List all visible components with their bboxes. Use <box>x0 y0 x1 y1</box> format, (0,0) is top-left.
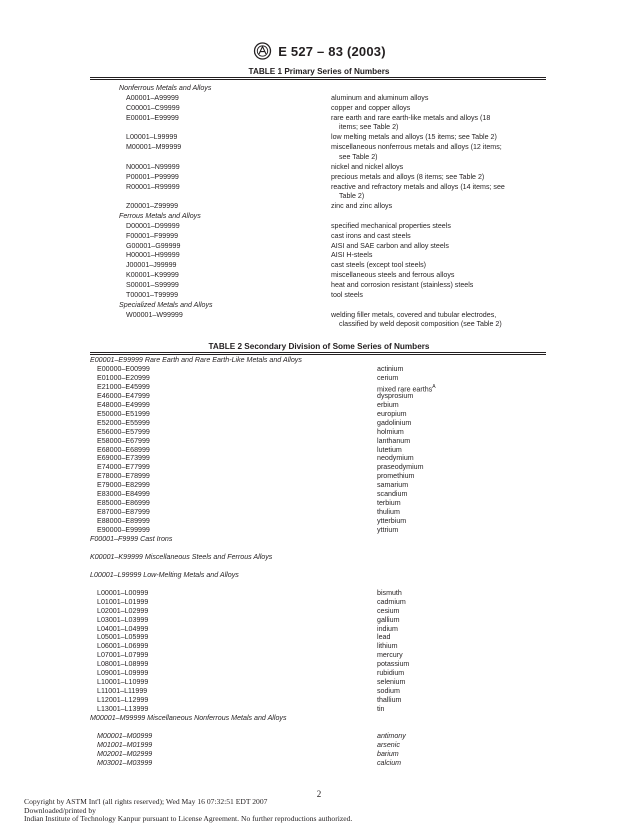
table-row-range: E90000–E99999 <box>97 526 150 535</box>
table-row-range: L05001–L05999 <box>97 633 149 642</box>
table-row-description: miscellaneous nonferrous metals and alloys (12 items; <box>331 143 502 152</box>
table2-caption: TABLE 2 Secondary Division of Some Series of Numbers <box>208 342 430 351</box>
table-row-description: cesium <box>377 606 400 615</box>
table-row-range: L08001–L08999 <box>97 660 149 669</box>
table-row-range: M01001–M01999 <box>97 740 153 749</box>
table-row-range: E00001–E99999 <box>126 113 179 122</box>
table-row-range: E48000–E49999 <box>97 400 150 409</box>
table-row-description: cadmium <box>377 597 406 606</box>
table-row-range: M00001–M99999 <box>126 143 182 152</box>
table-row-range: E87000–E87999 <box>97 508 150 517</box>
table-row-description: copper and copper alloys <box>331 103 411 112</box>
table-row-description: tool steels <box>331 290 363 299</box>
document-designation: E 527 – 83 (2003) <box>278 43 386 59</box>
table-row-range: E00000–E00999 <box>97 364 150 373</box>
table-row-description: scandium <box>377 490 408 499</box>
table-row-description: precious metals and alloys (8 items; see Table 2) <box>331 172 485 181</box>
table-row-description: Table 2) <box>339 192 365 201</box>
table-section-heading: K00001–K99999 Miscellaneous Steels and Ferrous Alloys <box>90 552 273 561</box>
table-row-range: S00001–S99999 <box>126 281 179 289</box>
table-row-range: E56000–E57999 <box>97 427 150 436</box>
table-row-description: cast irons and cast steels <box>331 231 411 240</box>
table-row-description: lanthanum <box>377 436 411 445</box>
table-row-range: L12001–L12999 <box>97 696 149 705</box>
table-row-range: E85000–E86999 <box>97 499 150 508</box>
table-row-range: L00001–L00999 <box>97 588 149 597</box>
table-row-range: W00001–W99999 <box>126 310 183 319</box>
table-row-range: C00001–C99999 <box>126 103 180 112</box>
table-row-description: cast steels (except tool steels) <box>331 261 427 270</box>
table-section-heading: F00001–F9999 Cast Irons <box>90 535 173 543</box>
table-row-description: calcium <box>377 758 402 767</box>
table-row-range: L11001–L11999 <box>97 687 148 696</box>
table-row-range: D00001–D99999 <box>126 221 180 230</box>
table-row-description: nickel and nickel alloys <box>331 162 404 171</box>
table-section-heading: M00001–M99999 Miscellaneous Nonferrous Metals and Alloys <box>90 714 287 722</box>
table-row-range: M03001–M03999 <box>97 758 153 767</box>
table-row-range: J00001–J99999 <box>126 261 177 270</box>
table-row-description: reactive and refractory metals and alloys (14 items; see <box>331 182 505 191</box>
table-row-range: F00001–F99999 <box>126 231 179 240</box>
table-row-description: arsenic <box>377 740 400 749</box>
footer-downloaded: Downloaded/printed by <box>24 805 96 815</box>
table-row-description: specified mechanical properties steels <box>331 221 451 230</box>
table-row-description: actinium <box>377 364 404 373</box>
table-row-description: samarium <box>377 481 409 490</box>
table-row-range: L06001–L06999 <box>97 642 149 651</box>
table-row-range: K00001–K99999 <box>126 271 179 280</box>
table-row-description: lutetium <box>377 445 402 454</box>
table2-top-rule-double <box>90 354 546 355</box>
table-row-description: low melting metals and alloys (15 items; see Table 2) <box>331 133 497 142</box>
table-row-range: L07001–L07999 <box>97 651 149 660</box>
table-row-description: AISI and SAE carbon and alloy steels <box>331 241 449 250</box>
table-row-description: zinc and zinc alloys <box>331 202 393 211</box>
table-row-range: E68000–E68999 <box>97 445 150 454</box>
table-row-description: praseodymium <box>377 463 424 472</box>
table-row-description: see Table 2) <box>339 152 378 161</box>
table-row-description: thallium <box>377 696 402 705</box>
table-row-description: cerium <box>377 373 399 382</box>
table-row-description: neodymium <box>377 454 414 463</box>
page-header <box>0 40 638 62</box>
table-row-description: holmium <box>377 427 404 436</box>
table-row-description: rare earth and rare earth-like metals and alloys (18 <box>331 113 491 122</box>
table1-top-rule-double <box>90 79 546 80</box>
table-row-range: E52000–E55999 <box>97 418 150 427</box>
table-row-range: A00001–A99999 <box>126 93 179 102</box>
table-row-range: E50000–E51999 <box>97 409 150 418</box>
table-row-description: antimony <box>377 731 406 740</box>
table-row-range: L03001–L03999 <box>97 615 149 624</box>
footnote-marker: A <box>432 383 436 390</box>
table-row-description: lithium <box>377 642 398 651</box>
table-row-range: E21000–E45999 <box>97 382 150 391</box>
table-row-description: items; see Table 2) <box>339 123 399 132</box>
table-row-description: heat and corrosion resistant (stainless) steels <box>331 281 474 289</box>
table-row-description: welding filler metals, covered and tubular electrodes, <box>331 310 497 319</box>
footer-copyright: Copyright by ASTM Int'l (all rights reserved); Wed May 16 07:32:51 EDT 2007 <box>24 797 268 806</box>
table-row-description: gallium <box>377 615 400 624</box>
page-number: 2 <box>316 789 322 799</box>
table-row-range: N00001–N99999 <box>126 162 180 171</box>
table-row-range: E46000–E47999 <box>97 391 150 400</box>
table-row-range: T00001–T99999 <box>126 290 179 299</box>
table-row-description: gadolinium <box>377 418 412 427</box>
table-row-range: L13001–L13999 <box>97 705 149 714</box>
table-row-description: europium <box>377 409 407 418</box>
table-row-range: L09001–L09999 <box>97 669 149 678</box>
table-row-range: L04001–L04999 <box>97 624 149 633</box>
astm-logo-icon <box>252 42 273 60</box>
table-row-range: M00001–M00999 <box>97 731 153 740</box>
table-row-description: AISI H-steels <box>331 251 373 260</box>
table-row-range: R00001–R99999 <box>126 182 180 191</box>
table-row-range: E01000–E20999 <box>97 373 150 382</box>
table-row-range: E69000–E73999 <box>97 454 150 463</box>
table-row-description: yttrium <box>377 526 399 535</box>
table-row-range: P00001–P99999 <box>126 172 179 181</box>
table-row-description: sodium <box>377 687 400 696</box>
table-row-description: classified by weld deposit composition (see Table 2) <box>339 320 502 329</box>
table-row-description: thulium <box>377 508 400 517</box>
table-row-range: L01001–L01999 <box>97 597 149 606</box>
table-row-description: tin <box>377 705 385 714</box>
table-row-range: E78000–E78999 <box>97 472 150 481</box>
table-row-description: dysprosium <box>377 391 414 400</box>
table-row-range: H00001–H99999 <box>126 251 180 260</box>
table-row-description: promethium <box>377 472 415 481</box>
table-row-description: ytterbium <box>377 517 407 526</box>
table-row-description: indium <box>377 624 398 633</box>
table-row-description: potassium <box>377 660 410 669</box>
table-row-description: barium <box>377 749 399 758</box>
table-row-range: E74000–E77999 <box>97 463 150 472</box>
table-section-heading: Specialized Metals and Alloys <box>119 300 213 309</box>
table-section-heading: Nonferrous Metals and Alloys <box>119 84 212 92</box>
table-section-heading: E00001–E99999 Rare Earth and Rare Earth-Like Metals and Alloys <box>90 356 302 364</box>
table-row-range: E58000–E67999 <box>97 436 150 445</box>
table-row-description: erbium <box>377 400 399 409</box>
table-section-heading: L00001–L99999 Low-Melting Metals and Alloys <box>90 570 239 579</box>
table-row-range: M02001–M02999 <box>97 749 153 758</box>
table-row-description: selenium <box>377 678 406 687</box>
footer-license: Indian Institute of Technology Kanpur pursuant to License Agreement. No further reproductions authorized. <box>24 814 353 823</box>
table-row-range: G00001–G99999 <box>126 241 181 250</box>
table-row-description: lead <box>377 633 391 642</box>
table-row-description: aluminum and aluminum alloys <box>331 93 429 102</box>
table-row-description: bismuth <box>377 588 402 597</box>
table-row-range: L02001–L02999 <box>97 606 149 615</box>
table-row-range: Z00001–Z99999 <box>126 202 179 211</box>
table-row-description: terbium <box>377 499 401 508</box>
table-row-range: L10001–L10999 <box>97 678 149 687</box>
table-row-description: mercury <box>377 651 403 660</box>
table-row-description: rubidium <box>377 669 405 678</box>
table-row-description: miscellaneous steels and ferrous alloys <box>331 271 455 280</box>
table-row-range: L00001–L99999 <box>126 133 178 142</box>
table-row-range: E88000–E89999 <box>97 517 150 526</box>
table-row-range: E79000–E82999 <box>97 481 150 490</box>
table-row-description: mixed rare earths$^A$ <box>377 383 436 394</box>
table-row-range: E83000–E84999 <box>97 490 150 499</box>
table-section-heading: Ferrous Metals and Alloys <box>119 212 201 221</box>
table1-caption: TABLE 1 Primary Series of Numbers <box>248 67 390 76</box>
